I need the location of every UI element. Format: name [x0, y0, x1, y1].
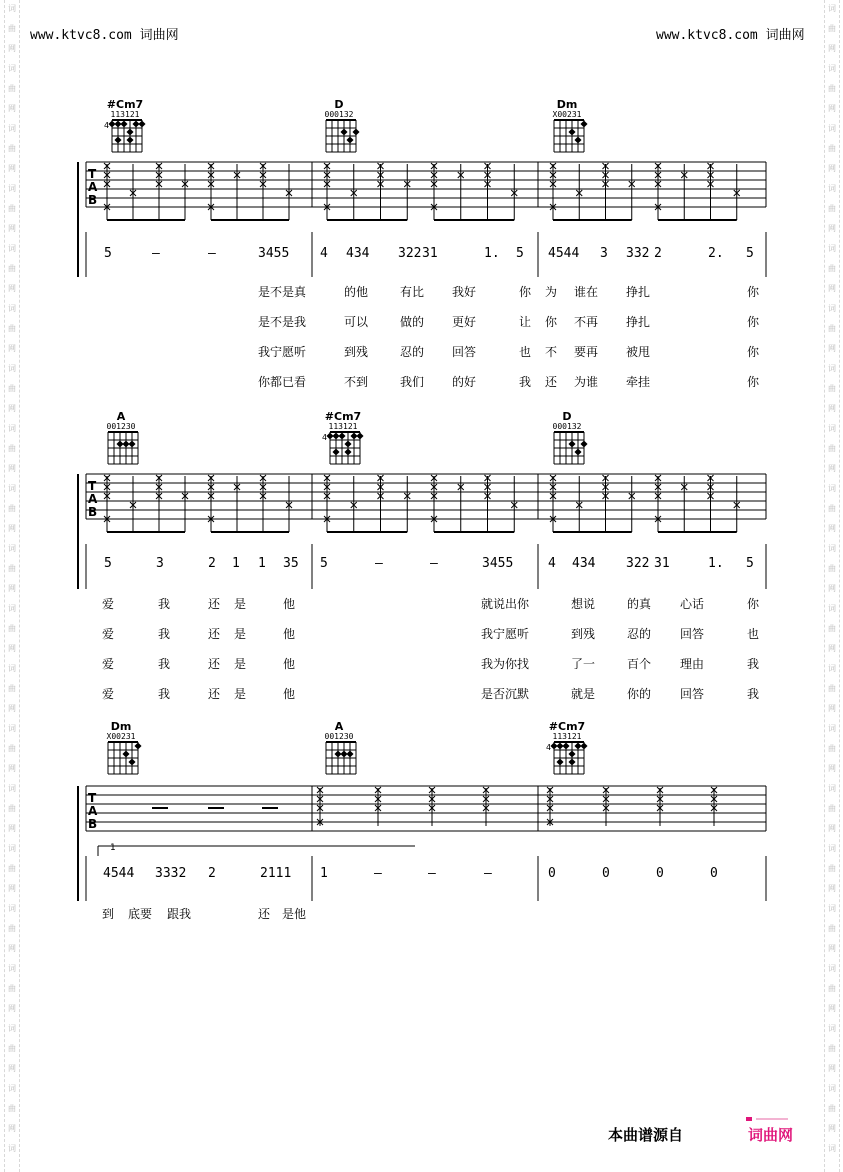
jianpu-note: 0 [602, 866, 610, 881]
jianpu-note: 1 [320, 866, 328, 881]
watermark-char: 词 [8, 1024, 16, 1033]
jianpu-note: 2 [654, 246, 662, 261]
watermark-char: 曲 [828, 324, 836, 333]
watermark-char: 网 [8, 704, 16, 713]
watermark-char: 网 [828, 644, 836, 653]
lyric-fragment: 你 [747, 345, 760, 359]
watermark-char: 词 [828, 964, 836, 973]
watermark-char: 词 [828, 124, 836, 133]
watermark-char: 词 [828, 844, 836, 853]
lyric-fragment: 不 [545, 345, 558, 359]
lyric-fragment: 是 [234, 627, 247, 641]
watermark-char: 词 [828, 1024, 836, 1033]
jianpu-note: 1 [232, 556, 240, 571]
jianpu-note: 0 [656, 866, 664, 881]
lyric-fragment: 还 [258, 907, 271, 921]
jianpu-note: — [375, 556, 383, 571]
jianpu-note: 434 [572, 556, 596, 571]
watermark-char: 网 [8, 1124, 16, 1133]
jianpu-note: 5 [104, 556, 112, 571]
jianpu-note: 2 [208, 866, 216, 881]
watermark-char: 曲 [828, 1044, 836, 1053]
watermark-char: 词 [828, 604, 836, 613]
watermark-char: 网 [8, 764, 16, 773]
watermark-char: 词 [8, 484, 16, 493]
watermark-char: 曲 [828, 1104, 836, 1113]
watermark-char: 网 [828, 524, 836, 533]
watermark-char: 词 [828, 1084, 836, 1093]
lyric-fragment: 有比 [400, 285, 425, 299]
lyric-fragment: 是 [234, 597, 247, 611]
watermark-char: 网 [828, 44, 836, 53]
lyric-fragment: 我 [519, 375, 532, 389]
lyric-fragment: 他 [283, 657, 296, 671]
watermark-char: 曲 [828, 984, 836, 993]
watermark-char: 网 [828, 164, 836, 173]
watermark-char: 词 [828, 184, 836, 193]
watermark-char: 词 [828, 424, 836, 433]
tab-label: T [88, 167, 97, 181]
lyric-fragment: 回答 [680, 687, 705, 701]
lyric-fragment: 不再 [574, 315, 599, 329]
watermark-char: 网 [8, 944, 16, 953]
lyric-fragment: 是 [234, 657, 247, 671]
watermark-char: 网 [828, 1004, 836, 1013]
lyric-fragment: 做的 [400, 315, 425, 329]
jianpu-note: 31 [422, 246, 438, 261]
jianpu-note: 35 [283, 556, 299, 571]
tab-label: B [88, 505, 98, 519]
lyric-fragment: 还 [208, 597, 221, 611]
lyric-fragment: 还 [208, 657, 221, 671]
watermark-char: 曲 [8, 444, 16, 453]
watermark-char: 网 [8, 524, 16, 533]
watermark-char: 网 [828, 1064, 836, 1073]
jianpu-note: 1 [258, 556, 266, 571]
lyric-fragment: 你的 [627, 687, 652, 701]
jianpu-note: 5 [746, 246, 754, 261]
lyric-fragment: 的真 [627, 597, 652, 611]
jianpu-note: 322 [626, 556, 650, 571]
jianpu-note: 3332 [155, 866, 187, 881]
watermark-char: 网 [828, 824, 836, 833]
header-right-url[interactable]: www.ktvc8.com [656, 28, 758, 43]
lyric-fragment: 也 [747, 627, 760, 641]
lyric-fragment: 你 [519, 285, 532, 299]
lyric-fragment: 爱 [102, 657, 115, 671]
footer-logo-mark [746, 1117, 788, 1121]
watermark-char: 曲 [8, 984, 16, 993]
jianpu-note: 3455 [482, 556, 514, 571]
lyric-fragment: 谁在 [574, 285, 599, 299]
tab-label: A [88, 180, 98, 194]
watermark-char: 网 [8, 104, 16, 113]
watermark-char: 词 [8, 544, 16, 553]
watermark-char: 网 [828, 764, 836, 773]
lyric-fragment: 我宁愿听 [258, 345, 307, 359]
watermark-char: 网 [828, 464, 836, 473]
watermark-char: 词 [828, 64, 836, 73]
jianpu-note: 0 [548, 866, 556, 881]
lyric-fragment: 我 [158, 687, 171, 701]
watermark-char: 词 [828, 664, 836, 673]
lyric-fragment: 让 [519, 315, 532, 329]
lyric-fragment: 爱 [102, 687, 115, 701]
tab-label: A [88, 492, 98, 506]
lyric-fragment: 心话 [680, 597, 705, 611]
lyric-fragment: 我 [158, 627, 171, 641]
watermark-char: 网 [828, 284, 836, 293]
watermark-char: 曲 [8, 864, 16, 873]
jianpu-note: 332 [626, 246, 650, 261]
jianpu-note: 3 [600, 246, 608, 261]
watermark-char: 词 [8, 304, 16, 313]
watermark-char: 曲 [8, 204, 16, 213]
watermark-char: 词 [8, 244, 16, 253]
lyric-fragment: 你 [747, 285, 760, 299]
watermark-char: 曲 [8, 804, 16, 813]
watermark-char: 曲 [828, 504, 836, 513]
chord-fingering: X00231 [106, 732, 136, 741]
lyric-fragment: 我为你找 [481, 657, 530, 671]
watermark-char: 曲 [828, 384, 836, 393]
watermark-char: 曲 [8, 324, 16, 333]
tab-label: T [88, 791, 97, 805]
watermark-char: 网 [8, 404, 16, 413]
tab-label: B [88, 817, 98, 831]
watermark-char: 词 [828, 784, 836, 793]
watermark-char: 词 [828, 1144, 836, 1153]
watermark-char: 曲 [828, 864, 836, 873]
chord-name: #Cm7 [548, 720, 586, 733]
lyric-fragment: 是否沉默 [481, 687, 530, 701]
jianpu-note: 2. [708, 246, 724, 261]
header-left-site-name: 词曲网 [139, 28, 179, 43]
jianpu-note: 434 [346, 246, 370, 261]
chord-fingering: 000132 [552, 422, 582, 431]
jianpu-note: — [152, 246, 160, 261]
watermark-char: 词 [828, 544, 836, 553]
watermark-char: 网 [828, 584, 836, 593]
lyric-fragment: 他 [283, 627, 296, 641]
jianpu-note: 322 [398, 246, 422, 261]
jianpu-note: 4544 [548, 246, 580, 261]
lyric-fragment: 我 [747, 687, 760, 701]
lyric-fragment: 你 [747, 315, 760, 329]
lyric-fragment: 理由 [680, 657, 705, 671]
watermark-char: 曲 [828, 624, 836, 633]
lyric-fragment: 他 [283, 687, 296, 701]
lyric-fragment: 回答 [680, 627, 705, 641]
footer-logo[interactable]: 词曲网 [748, 1126, 794, 1144]
chord-fingering: X00231 [552, 110, 582, 119]
lyric-fragment: 挣扎 [626, 285, 651, 299]
lyric-fragment: 不到 [344, 375, 369, 389]
jianpu-note: 1. [484, 246, 500, 261]
chord-name: #Cm7 [106, 98, 144, 111]
watermark-char: 网 [8, 1004, 16, 1013]
lyric-fragment: 了一 [571, 657, 596, 671]
lyric-fragment: 我 [747, 657, 760, 671]
jianpu-note: — [374, 866, 382, 881]
jianpu-note: 3 [156, 556, 164, 571]
chord-name: A [334, 720, 344, 733]
watermark-char: 词 [8, 4, 16, 13]
watermark-char: 网 [828, 404, 836, 413]
jianpu-note: 4544 [103, 866, 135, 881]
watermark-char: 曲 [8, 624, 16, 633]
volta-number: 1 [110, 843, 116, 853]
jianpu-note: 3455 [258, 246, 290, 261]
lyric-fragment: 为谁 [574, 375, 599, 389]
jianpu-note: 5 [320, 556, 328, 571]
lyric-fragment: 你 [545, 315, 558, 329]
lyric-fragment: 还 [545, 375, 558, 389]
jianpu-note: — [208, 246, 216, 261]
watermark-char: 词 [828, 304, 836, 313]
jianpu-note: 5 [746, 556, 754, 571]
watermark-char: 曲 [8, 264, 16, 273]
jianpu-note: 5 [516, 246, 524, 261]
watermark-char: 网 [8, 344, 16, 353]
lyric-fragment: 是 [234, 687, 247, 701]
watermark-char: 词 [8, 124, 16, 133]
lyric-fragment: 还 [208, 687, 221, 701]
watermark-char: 网 [8, 644, 16, 653]
lyric-fragment: 是不是我 [258, 315, 307, 329]
lyric-fragment: 你都已看 [258, 375, 307, 389]
jianpu-note: 1. [708, 556, 724, 571]
lyric-fragment: 牵挂 [626, 375, 651, 389]
watermark-char: 词 [8, 184, 16, 193]
tab-label: T [88, 479, 97, 493]
lyric-fragment: 为 [545, 285, 558, 299]
jianpu-note: 31 [654, 556, 670, 571]
chord-fingering: 001230 [106, 422, 136, 431]
watermark-char: 曲 [8, 84, 16, 93]
lyric-fragment: 跟我 [167, 907, 192, 921]
lyric-fragment: 的好 [452, 375, 477, 389]
watermark-char: 网 [8, 44, 16, 53]
lyric-fragment: 可以 [344, 315, 369, 329]
watermark-char: 网 [828, 344, 836, 353]
watermark-char: 曲 [8, 504, 16, 513]
watermark-char: 词 [828, 364, 836, 373]
lyric-fragment: 爱 [102, 627, 115, 641]
watermark-char: 词 [8, 364, 16, 373]
watermark-char: 曲 [828, 564, 836, 573]
chord-fingering: 113121 [328, 422, 358, 431]
watermark-char: 词 [8, 424, 16, 433]
watermark-char: 网 [828, 884, 836, 893]
watermark-char: 曲 [8, 924, 16, 933]
lyric-fragment: 也 [519, 345, 532, 359]
watermark-char: 网 [828, 104, 836, 113]
watermark-char: 词 [828, 724, 836, 733]
watermark-char: 词 [828, 4, 836, 13]
lyric-fragment: 挣扎 [626, 315, 651, 329]
fret-number: 4 [546, 743, 552, 752]
watermark-char: 词 [8, 904, 16, 913]
watermark-char: 网 [828, 944, 836, 953]
watermark-char: 曲 [828, 204, 836, 213]
watermark-char: 词 [8, 724, 16, 733]
header-left-url[interactable]: www.ktvc8.com [30, 28, 132, 43]
watermark-char: 曲 [828, 744, 836, 753]
watermark-char: 曲 [828, 24, 836, 33]
lyric-fragment: 到 [102, 907, 115, 921]
jianpu-note: 5 [104, 246, 112, 261]
fret-number: 4 [322, 433, 328, 442]
jianpu-note: — [430, 556, 438, 571]
watermark-char: 曲 [828, 264, 836, 273]
watermark-char: 曲 [8, 1044, 16, 1053]
watermark-char: 网 [828, 704, 836, 713]
watermark-char: 网 [8, 824, 16, 833]
watermark-char: 曲 [8, 1104, 16, 1113]
lyric-fragment: 想说 [571, 597, 596, 611]
watermark-char: 词 [8, 784, 16, 793]
watermark-char: 网 [8, 884, 16, 893]
watermark-char: 网 [8, 224, 16, 233]
watermark-char: 网 [828, 224, 836, 233]
watermark-char: 网 [8, 584, 16, 593]
lyric-fragment: 百个 [627, 657, 652, 671]
watermark-char: 网 [8, 164, 16, 173]
jianpu-note: 2111 [260, 866, 292, 881]
chord-fingering: 113121 [110, 110, 140, 119]
lyric-fragment: 我宁愿听 [481, 627, 530, 641]
watermark-char: 曲 [8, 684, 16, 693]
lyric-fragment: 忍的 [400, 345, 425, 359]
footer-source-text: 本曲谱源自 [608, 1126, 684, 1144]
header-right-site-name: 词曲网 [765, 28, 805, 43]
watermark-char: 网 [828, 1124, 836, 1133]
lyric-fragment: 我 [158, 597, 171, 611]
watermark-char: 曲 [828, 804, 836, 813]
jianpu-note: 2 [208, 556, 216, 571]
lyric-fragment: 我好 [452, 285, 477, 299]
watermark-char: 网 [8, 284, 16, 293]
watermark-char: 词 [828, 904, 836, 913]
lyric-fragment: 你 [747, 375, 760, 389]
lyric-fragment: 更好 [452, 315, 477, 329]
chord-name: D [562, 410, 572, 423]
jianpu-note: 4 [548, 556, 556, 571]
lyric-fragment: 回答 [452, 345, 477, 359]
lyric-fragment: 到残 [344, 345, 369, 359]
watermark-char: 词 [8, 64, 16, 73]
lyric-fragment: 的他 [344, 285, 369, 299]
lyric-fragment: 忍的 [627, 627, 652, 641]
lyric-fragment: 就说出你 [481, 597, 530, 611]
watermark-char: 词 [828, 484, 836, 493]
lyric-fragment: 要再 [574, 345, 599, 359]
lyric-fragment: 你 [747, 597, 760, 611]
lyric-fragment: 到残 [571, 627, 596, 641]
watermark-char: 词 [8, 1084, 16, 1093]
watermark-char: 词 [828, 244, 836, 253]
jianpu-note: — [484, 866, 492, 881]
lyric-fragment: 是不是真 [258, 285, 307, 299]
fret-number: 4 [104, 121, 110, 130]
chord-fingering: 001230 [324, 732, 354, 741]
jianpu-note: 4 [320, 246, 328, 261]
watermark-char: 词 [8, 844, 16, 853]
lyric-fragment: 我 [158, 657, 171, 671]
tab-label: A [88, 804, 98, 818]
watermark-char: 词 [8, 1144, 16, 1153]
watermark-char: 曲 [8, 564, 16, 573]
watermark-char: 曲 [828, 84, 836, 93]
chord-name: A [116, 410, 126, 423]
watermark-char: 网 [8, 464, 16, 473]
lyric-fragment: 还 [208, 627, 221, 641]
watermark-char: 词 [8, 604, 16, 613]
watermark-char: 曲 [828, 444, 836, 453]
chord-name: D [334, 98, 344, 111]
jianpu-note: 0 [710, 866, 718, 881]
watermark-char: 曲 [828, 144, 836, 153]
watermark-char: 曲 [8, 24, 16, 33]
watermark-char: 曲 [828, 924, 836, 933]
lyric-fragment: 爱 [102, 597, 115, 611]
chord-name: Dm [556, 98, 578, 111]
watermark-char: 网 [8, 1064, 16, 1073]
lyric-fragment: 被甩 [626, 345, 651, 359]
lyric-fragment: 底要 [128, 907, 153, 921]
chord-name: Dm [110, 720, 132, 733]
lyric-fragment: 我们 [400, 375, 425, 389]
lyric-fragment: 是他 [282, 907, 307, 921]
chord-name: #Cm7 [324, 410, 362, 423]
jianpu-note: — [428, 866, 436, 881]
watermark-char: 曲 [8, 144, 16, 153]
tab-label: B [88, 193, 98, 207]
lyric-fragment: 就是 [571, 687, 596, 701]
watermark-char: 词 [8, 664, 16, 673]
watermark-char: 曲 [8, 384, 16, 393]
chord-fingering: 113121 [552, 732, 582, 741]
chord-fingering: 000132 [324, 110, 354, 119]
watermark-char: 曲 [828, 684, 836, 693]
watermark-char: 词 [8, 964, 16, 973]
lyric-fragment: 他 [283, 597, 296, 611]
watermark-char: 曲 [8, 744, 16, 753]
